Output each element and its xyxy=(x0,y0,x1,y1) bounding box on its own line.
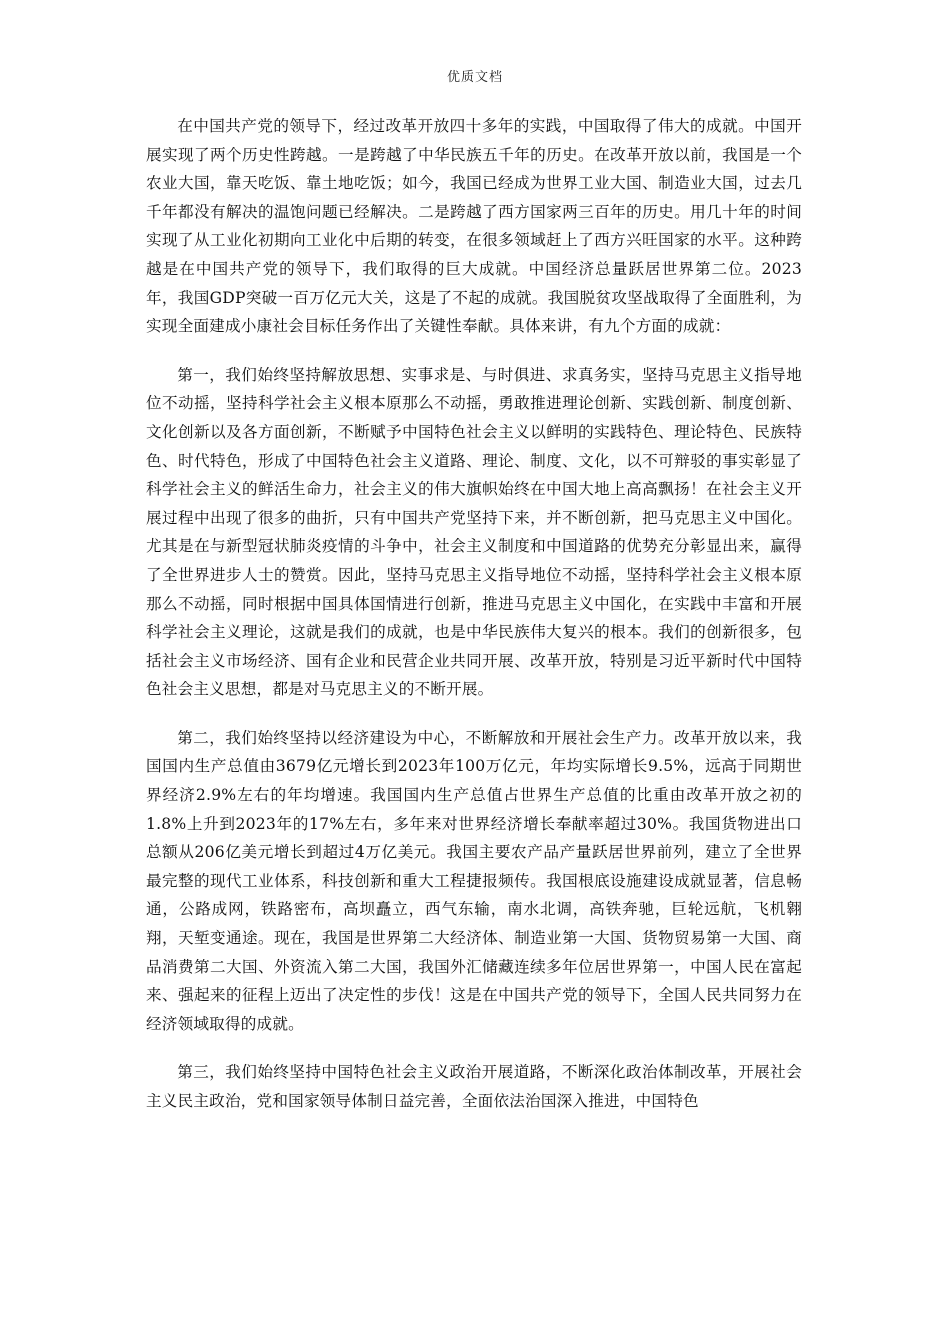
paragraph-intro: 在中国共产党的领导下，经过改革开放四十多年的实践，中国取得了伟大的成就。中国开展实现了两个历史性跨越。一是跨越了中华民族五千年的历史。在改革开放以前，我国是一个农业大国，靠天吃饭、靠土地吃饭；如今，我国已经成为世界工业大国、制造业大国，过去几千年都没有解决的温饱问题已经解决。二是跨越了西方国家两三百年的历史。用几十年的时间实现了从工业化初期向工业化中后期的转变，在很多领域赶上了西方兴旺国家的水平。这种跨越是在中国共产党的领导下，我们取得的巨大成就。中国经济总量跃居世界第二位。2023年，我国GDP突破一百万亿元大关，这是了不起的成就。我国脱贫攻坚战取得了全面胜利，为实现全面建成小康社会目标任务作出了关键性奉献。具体来讲，有九个方面的成就： xyxy=(146,117,802,336)
paragraph-third: 第三，我们始终坚持中国特色社会主义政治开展道路，不断深化政治体制改革，开展社会主义民主政治，党和国家领导体制日益完善，全面依法治国深入推进，中国特色 xyxy=(146,1063,802,1110)
paragraph-second: 第二，我们始终坚持以经济建设为中心，不断解放和开展社会生产力。改革开放以来，我国国内生产总值由3679亿元增长到2023年100万亿元，年均实际增长9.5%，远高于同期世界经济2.9%左右的年均增速。我国国内生产总值占世界生产总值的比重由改革开放之初的1.8%上升到2023年的17%左右，多年来对世界经济增长奉献率超过30%。我国货物进出口总额从206亿美元增长到超过4万亿美元。我国主要农产品产量跃居世界前列，建立了全世界最完整的现代工业体系，科技创新和重大工程捷报频传。我国根底设施建设成就显著，信息畅通，公路成网，铁路密布，高坝矗立，西气东输，南水北调，高铁奔驰，巨轮远航，飞机翱翔，天堑变通途。现在，我国是世界第二大经济体、制造业第一大国、货物贸易第一大国、商品消费第二大国、外资流入第二大国，我国外汇储藏连续多年位居世界第一，中国人民在富起来、强起来的征程上迈出了决定性的步伐！这是在中国共产党的领导下，全国人民共同努力在经济领域取得的成就。 xyxy=(146,728,802,1033)
paragraph-first: 第一，我们始终坚持解放思想、实事求是、与时俱进、求真务实，坚持马克思主义指导地位不动摇，坚持科学社会主义根本原那么不动摇，勇敢推进理论创新、实践创新、制度创新、文化创新以及各方面创新，不断赋予中国特色社会主义以鲜明的实践特色、理论特色、民族特色、时代特色，形成了中国特色社会主义道路、理论、制度、文化，以不可辩驳的事实彰显了科学社会主义的鲜活生命力，社会主义的伟大旗帜始终在中国大地上高高飘扬！在社会主义开展过程中出现了很多的曲折，只有中国共产党坚持下来，并不断创新，把马克思主义中国化。尤其是在与新型冠状肺炎疫情的斗争中，社会主义制度和中国道路的优势充分彰显出来，赢得了全世界进步人士的赞赏。因此，坚持马克思主义指导地位不动摇，坚持科学社会主义根本原那么不动摇，同时根据中国具体国情进行创新，推进马克思主义中国化，在实践中丰富和开展科学社会主义理论，这就是我们的成就，也是中华民族伟大复兴的根本。我们的创新很多，包括社会主义市场经济、国有企业和民营企业共同开展、改革开放，特别是习近平新时代中国特色社会主义思想，都是对马克思主义的不断开展。 xyxy=(146,365,802,699)
page-header: 优质文档 xyxy=(446,70,503,85)
document-body xyxy=(146,112,802,1136)
